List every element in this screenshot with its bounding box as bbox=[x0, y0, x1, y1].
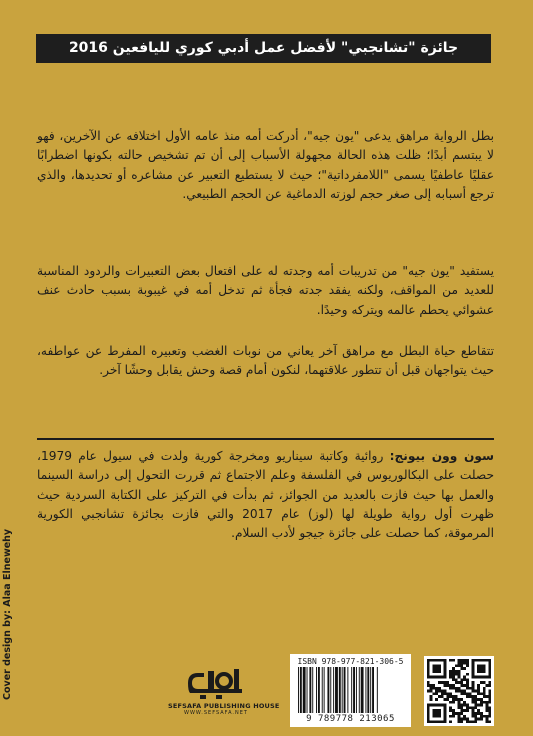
author-bio-text: روائية وكاتبة سيناريو ومخرجة كورية ولدت في سيول عام 1979، حصلت على البكالوريوس في الفلسفة وعلم الاجتماع ثم قررت التحول إلى دراسة السينما والعمل بها حيث فازت بالعديد من الجوائز، ثم بدأت في التركيز على الكتابة السردية حيث ظهرت أول رواية طويلة لها (لوز) عام 2017 والتي فازت بجائزة تشانجبي الكورية المرموقة، كما حصلت على جائزة جيجو لأدب السلام. bbox=[37, 449, 494, 541]
barcode-number: 9 789778 213065 bbox=[306, 714, 395, 724]
barcode-bars bbox=[298, 667, 403, 713]
synopsis-paragraph-1: بطل الرواية مراهق يدعى "يون جيه"، أدركت أمه منذ عامه الأول اختلافه عن الآخرين، فهو لا يبتسم أبدًا؛ ظلت هذه الحالة مجهولة الأسباب إلى أن تم تشخيص حالته بكونها اضطرابًا عقليًا عاطفيًا يسمى "اللامفرداتية"؛ حيث لا يستطيع التعبير عن مشاعره أو تحديدها، والذي ترجع أسبابه إلى صغر حجم لوزته الدماغية عن الحجم الطبيعي. bbox=[37, 129, 494, 201]
publisher-logo bbox=[168, 665, 280, 723]
award-banner: جائزة "تشانجبي" لأفضل عمل أدبي كوري لليافعين 2016 bbox=[36, 34, 491, 63]
author-name: سون وون بيونج: bbox=[389, 449, 494, 463]
author-bio bbox=[37, 447, 494, 543]
publisher-website: WWW.SEFSAFA.NET bbox=[184, 710, 248, 716]
barcode bbox=[290, 654, 411, 727]
qr-code-icon bbox=[424, 656, 494, 726]
cover-design-credit: Cover design by: Alaa Elnewehy bbox=[2, 528, 13, 700]
section-divider bbox=[37, 438, 494, 440]
publisher-name: SEFSAFA PUBLISHING HOUSE bbox=[168, 702, 280, 710]
isbn-label: ISBN 978-977-821-306-5 bbox=[297, 657, 404, 666]
synopsis-paragraph-3: تتقاطع حياة البطل مع مراهق آخر يعاني من نوبات الغضب وتعبيره المفرط عن عواطفه، حيث يتواجهان قبل أن تتطور علاقتهما، لنكون أمام قصة وحش يقابل وحشًا آخر. bbox=[37, 344, 494, 378]
sefsafa-logo-icon bbox=[186, 665, 246, 701]
synopsis-paragraph-2: يستفيد "يون جيه" من تدريبات أمه وجدته له على افتعال بعض التعبيرات والردود المناسبة للعديد من المواقف، ولكنه يفقد جدته فجأة ثم تدخل أمه في غيبوبة بسبب حادث عنف عشوائي يحطم عالمه ويتركه وحيدًا. bbox=[37, 264, 494, 317]
